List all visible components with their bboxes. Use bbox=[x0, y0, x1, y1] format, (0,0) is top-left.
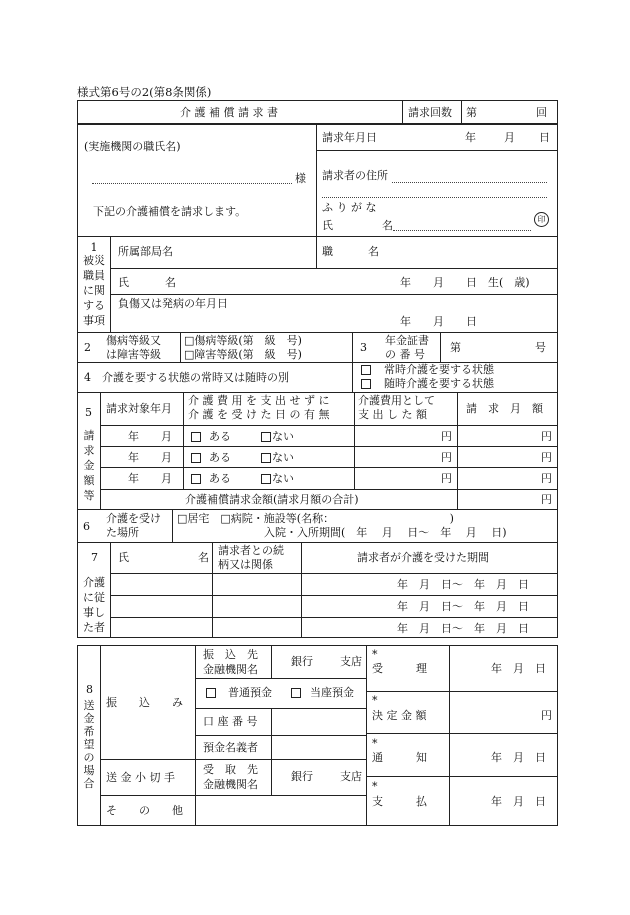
section1-number: 1 bbox=[90, 241, 98, 254]
header-monthly-amount: 請 求 月 額 bbox=[466, 402, 543, 415]
section3-label-2: の 番 号 bbox=[385, 348, 425, 361]
injury-date: 年 月 日 bbox=[400, 315, 477, 328]
current-deposit-label: 当座預金 bbox=[310, 686, 354, 699]
header-paid-2: 支 出 し た 額 bbox=[358, 408, 427, 421]
header-no-cost-1: 介 護 費 用 を 支 出 せ ず に bbox=[188, 394, 330, 407]
receipt-date: 年 月 日 bbox=[491, 662, 546, 675]
addressee-sama: 様 bbox=[295, 172, 306, 185]
furigana-label: ふ り が な bbox=[322, 201, 377, 214]
account-number-label: 口 座 番 号 bbox=[203, 715, 258, 728]
current-deposit-checkbox[interactable] bbox=[291, 688, 301, 698]
post-label: 職 bbox=[322, 245, 333, 258]
no-day-checkbox[interactable] bbox=[261, 432, 271, 442]
addressee-label: (実施機関の職氏名) bbox=[84, 140, 181, 153]
care-period-label: 請求者が介護を受けた期間 bbox=[357, 551, 489, 564]
header-no-cost-2: 介 護 を 受 け た 日 の 有 無 bbox=[188, 408, 330, 421]
section3-label-1: 年金証書 bbox=[385, 334, 429, 347]
stay-period: 入院・入所期間( 年 月 日～ 年 月 日) bbox=[264, 526, 507, 539]
dept-label: 所属部局名 bbox=[118, 245, 173, 258]
transfer-bank-ginko: 銀行 bbox=[291, 655, 313, 668]
section2-label-1: 傷病等級又 bbox=[106, 334, 161, 347]
transfer-bank-label-1: 振 込 先 bbox=[203, 648, 258, 661]
total-yen: 円 bbox=[541, 493, 552, 506]
no-day-checkbox[interactable] bbox=[261, 474, 271, 484]
has-day-checkbox[interactable] bbox=[191, 474, 201, 484]
birth-date: 年 月 日 生( 歳) bbox=[400, 276, 530, 289]
office-mark: * bbox=[372, 694, 378, 707]
section2-number: 2 bbox=[84, 341, 91, 354]
employee-name-label-1: 氏 bbox=[118, 276, 129, 289]
other-label: そ の 他 bbox=[106, 804, 183, 817]
request-date-tsuki: 月 bbox=[504, 131, 515, 144]
payment-date: 年 月 日 bbox=[491, 795, 546, 808]
section7-heading: 介護 に従 事し た者 bbox=[83, 576, 105, 634]
request-date-label: 請求年月日 bbox=[322, 131, 377, 144]
form-number: 様式第6号の2(第8条関係) bbox=[77, 85, 212, 99]
constant-care-checkbox[interactable] bbox=[361, 365, 371, 375]
post-label-2: 名 bbox=[368, 245, 379, 258]
header-paid-1: 介護費用として bbox=[358, 394, 435, 407]
caregiver-name-label-1: 氏 bbox=[118, 551, 129, 564]
section6-label-1: 介護を受け bbox=[106, 512, 161, 525]
receiving-bank-label-1: 受 取 先 bbox=[203, 763, 258, 776]
claimant-name-label-2: 名 bbox=[382, 219, 393, 232]
paid-amount-yen: 円 bbox=[441, 472, 452, 485]
claim-amount-yen: 円 bbox=[541, 451, 552, 464]
section4-label: 4 介護を要する状態の常時又は随時の別 bbox=[84, 371, 289, 384]
injury-date-label: 負傷又は発病の年月日 bbox=[118, 297, 228, 310]
remittance-check-label: 送 金 小 切 手 bbox=[106, 771, 175, 784]
care-period-row: 年 月 日～ 年 月 日 bbox=[397, 622, 529, 635]
transfer-bank-label-2: 金融機関名 bbox=[203, 663, 258, 676]
care-period-row: 年 月 日～ 年 月 日 bbox=[397, 600, 529, 613]
no-day-label: ない bbox=[272, 430, 294, 443]
section5-heading: 請 求 金 額 等 bbox=[83, 429, 95, 502]
section7-number: 7 bbox=[91, 551, 98, 564]
claimant-address-label: 請求者の住所 bbox=[322, 169, 388, 182]
transfer-bank-shiten: 支店 bbox=[340, 655, 362, 668]
receiving-bank-ginko: 銀行 bbox=[291, 770, 313, 783]
care-place-options[interactable]: □居宅 □病院・施設等(名称： ) bbox=[177, 512, 454, 525]
receiving-bank-label-2: 金融機関名 bbox=[203, 778, 258, 791]
section1-heading: 被災 職員 に関 する 事項 bbox=[83, 254, 105, 327]
payment-label: 支 払 bbox=[372, 795, 427, 808]
employee-name-label-2: 名 bbox=[165, 276, 176, 289]
office-mark: * bbox=[372, 780, 378, 793]
request-date-nen: 年 bbox=[465, 131, 476, 144]
certificate-dai: 第 bbox=[450, 341, 461, 354]
section6-label-2: た場所 bbox=[106, 526, 139, 539]
request-message: 下記の介護補償を請求します。 bbox=[93, 205, 247, 218]
constant-care-label: 常時介護を要する状態 bbox=[384, 363, 494, 376]
relation-label-2: 柄又は関係 bbox=[218, 558, 273, 571]
claim-row-month: 年 月 bbox=[128, 472, 172, 485]
office-mark: * bbox=[372, 648, 378, 661]
title-row bbox=[77, 100, 558, 124]
occasional-care-label: 随時介護を要する状態 bbox=[384, 377, 494, 390]
section8-number: 8 bbox=[86, 683, 93, 696]
has-day-label: ある bbox=[209, 472, 231, 485]
ordinary-deposit-label: 普通預金 bbox=[228, 686, 272, 699]
section6-number: 6 bbox=[83, 520, 90, 533]
form-title: 介 護 補 償 請 求 書 bbox=[180, 106, 278, 119]
request-count-label: 請求回数 bbox=[408, 106, 452, 119]
has-day-checkbox[interactable] bbox=[191, 453, 201, 463]
notice-date: 年 月 日 bbox=[491, 751, 546, 764]
notice-label: 通 知 bbox=[372, 751, 427, 764]
has-day-label: ある bbox=[209, 430, 231, 443]
office-mark: * bbox=[372, 737, 378, 750]
has-day-checkbox[interactable] bbox=[191, 432, 201, 442]
injury-grade-option[interactable]: □傷病等級(第 級 号) bbox=[184, 334, 302, 347]
seal-icon: 印 bbox=[534, 212, 549, 227]
receipt-label: 受 理 bbox=[372, 662, 427, 675]
header-claim-month: 請求対象年月 bbox=[106, 402, 172, 415]
no-day-label: ない bbox=[272, 472, 294, 485]
paid-amount-yen: 円 bbox=[441, 451, 452, 464]
care-period-row: 年 月 日～ 年 月 日 bbox=[397, 578, 529, 591]
request-count-kai: 回 bbox=[536, 106, 547, 119]
paid-amount-yen: 円 bbox=[441, 430, 452, 443]
section2-label-2: は障害等級 bbox=[106, 348, 161, 361]
bank-transfer-label: 振 込 み bbox=[106, 696, 183, 709]
certificate-go: 号 bbox=[535, 341, 546, 354]
has-day-label: ある bbox=[209, 451, 231, 464]
section5-number: 5 bbox=[85, 406, 92, 419]
request-date-hi: 日 bbox=[539, 131, 550, 144]
claim-row-month: 年 月 bbox=[128, 451, 172, 464]
claim-amount-yen: 円 bbox=[541, 472, 552, 485]
claim-row-month: 年 月 bbox=[128, 430, 172, 443]
occasional-care-checkbox[interactable] bbox=[361, 379, 371, 389]
no-day-label: ない bbox=[272, 451, 294, 464]
ordinary-deposit-checkbox[interactable] bbox=[206, 688, 216, 698]
claim-amount-yen: 円 bbox=[541, 430, 552, 443]
section3-number: 3 bbox=[360, 341, 367, 354]
decided-amount-yen: 円 bbox=[541, 709, 552, 722]
request-count-dai: 第 bbox=[466, 106, 477, 119]
section8-heading: 送 金 希 望 の 場 合 bbox=[83, 699, 95, 790]
account-holder-label: 預金名義者 bbox=[203, 741, 258, 754]
total-label: 介護補償請求金額(請求月額の合計) bbox=[185, 493, 359, 506]
no-day-checkbox[interactable] bbox=[261, 453, 271, 463]
caregiver-name-label-2: 名 bbox=[198, 551, 209, 564]
claimant-name-label-1: 氏 bbox=[322, 219, 333, 232]
decided-amount-label: 決 定 金 額 bbox=[372, 709, 427, 722]
relation-label-1: 請求者との続 bbox=[218, 544, 284, 557]
receiving-bank-shiten: 支店 bbox=[340, 770, 362, 783]
disability-grade-option[interactable]: □障害等級(第 級 号) bbox=[184, 348, 302, 361]
